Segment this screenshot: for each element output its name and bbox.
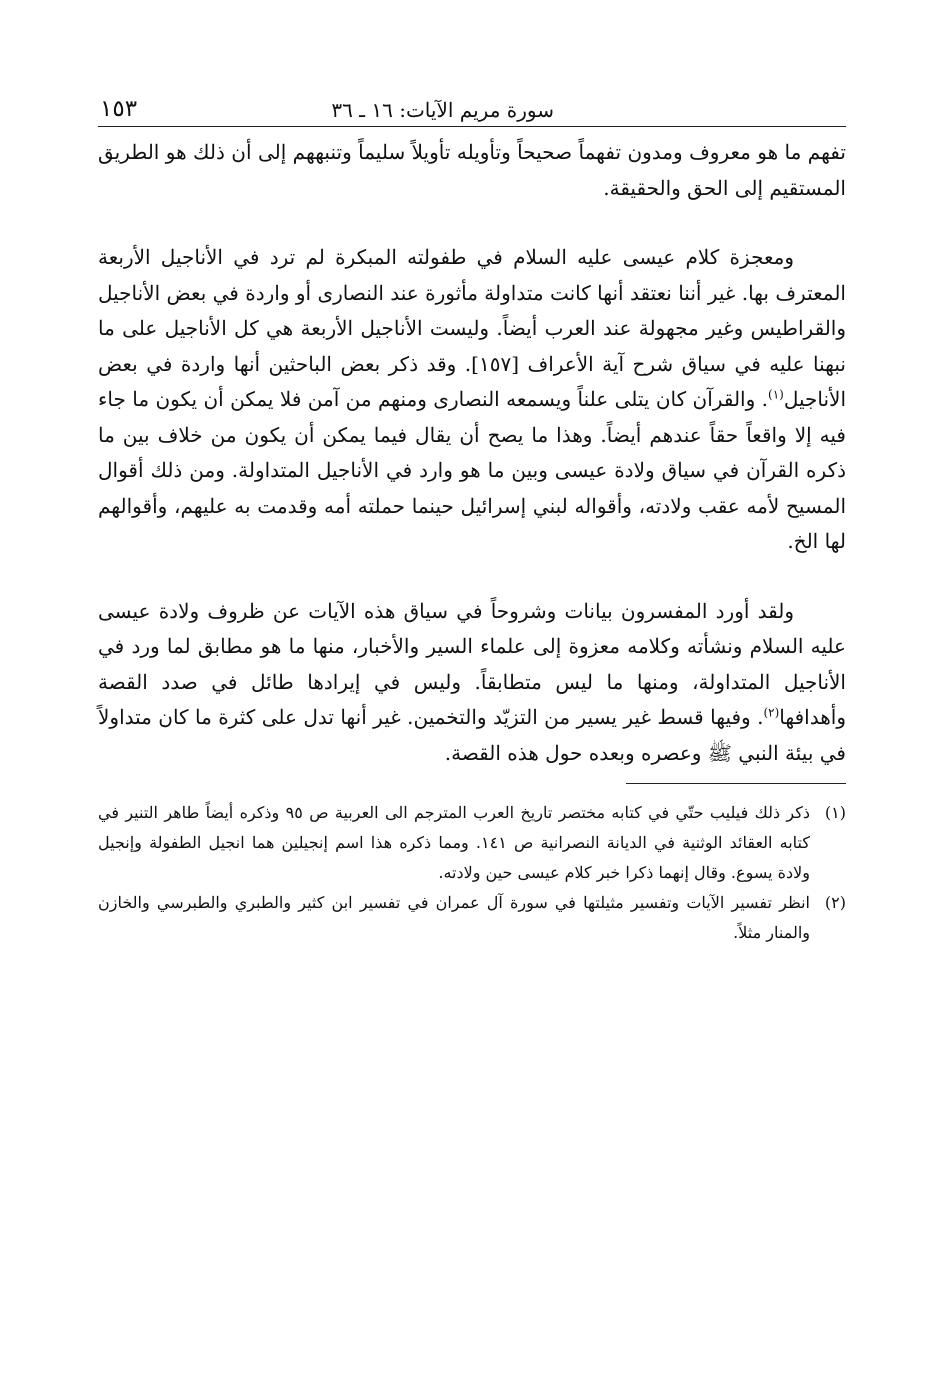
paragraph-text: ومعجزة كلام عيسى عليه السلام في طفولته المبكرة لم ترد في الأناجيل الأربعة المعترف بها. غير أننا نعتقد أنها كانت متداولة مأثورة عند النصارى أو واردة في بعض الأناجيل والقراطيس وغير مجهولة عند العرب أيضاً. وليست الأناجيل الأربعة هي كل الأناجيل على ما نبهنا عليه في سياق شرح آية الأعراف [١٥٧]. وقد ذكر بعض الباحثين أنها واردة في بعض الأناجيل [98, 245, 846, 411]
paragraph-gap [98, 560, 846, 594]
paragraph-text: . وفيها قسط غير يسير من التزيّد والتخمين. غير أنها تدل على كثرة ما كان متداولاً في بيئة النبي ﷺ وعصره وبعده حول هذه القصة. [98, 705, 846, 765]
paragraph [98, 594, 846, 772]
footnote-text: انظر تفسير الآيات وتفسير مثيلتها في سورة آل عمران في تفسير ابن كثير والطبري والطبرسي والخازن والمنار مثلاً. [98, 893, 810, 942]
footnote-number: (١) [824, 803, 846, 822]
paragraph-gap [98, 206, 846, 240]
paragraph-text: . والقرآن كان يتلى علناً ويسمعه النصارى ومنهم من آمن فلا يمكن أن يكون ما جاء فيه إلا واقعاً حقاً عندهم أيضاً. وهذا ما يصح أن يقال فيما يمكن أن يكون من خلاف بين ما ذكره القرآن في سياق ولادة عيسى وبين ما هو وارد في الأناجيل المتداولة. ومن ذلك أقوال المسيح لأمه عقب ولادته، وأقواله لبني إسرائيل حينما حملته أمه وقدمت به عليهم، وأقوالهم لها الخ. [98, 387, 846, 553]
footnote-text: ذكر ذلك فيليب حتّي في كتابه مختصر تاريخ العرب المترجم الى العربية ص ٩٥ وذكره أيضاً طاهر التنير في كتابه العقائد الوثنية في الديانة النصرانية ص ١٤١. ومما ذكره هذا اسم إنجيلين هما انجيل الطفولة وإنجيل ولادة يسوع. وقال إنهما ذكرا خبر كلام عيسى حين ولادته. [98, 803, 811, 882]
main-text [98, 135, 846, 771]
running-header [98, 82, 846, 127]
footnotes [98, 798, 846, 948]
footnote-reference[interactable]: (٢) [763, 705, 780, 720]
paragraph-text: تفهم ما هو معروف ومدون تفهماً صحيحاً وتأويله تأويلاً سليماً وتنبههم إلى أن ذلك هو الطريق المستقيم إلى الحق والحقيقة. [98, 140, 846, 200]
footnote [98, 888, 846, 948]
footnote-reference[interactable]: (١) [768, 387, 784, 402]
paragraph [98, 240, 846, 560]
footnote [98, 798, 846, 888]
footnote-number: (٢) [824, 893, 846, 912]
paragraph-text: ولقد أورد المفسرون بيانات وشروحاً في سياق هذه الآيات عن ظروف ولادة عيسى عليه السلام ونشأته وكلامه معزوة إلى علماء السير والأخبار، منها ما هو مطابق لما ورد في الأناجيل المتداولة، ومنها ما ليس متطابقاً. وليس في إيرادها طائل في صدد القصة وأهدافها [98, 598, 846, 729]
chapter-title: سورة مريم الآيات: ١٦ ـ ٣٦ [331, 98, 554, 122]
page-number: ١٥٣ [100, 96, 138, 122]
paragraph [98, 135, 846, 206]
footnote-divider [626, 783, 846, 784]
book-page [98, 82, 846, 948]
